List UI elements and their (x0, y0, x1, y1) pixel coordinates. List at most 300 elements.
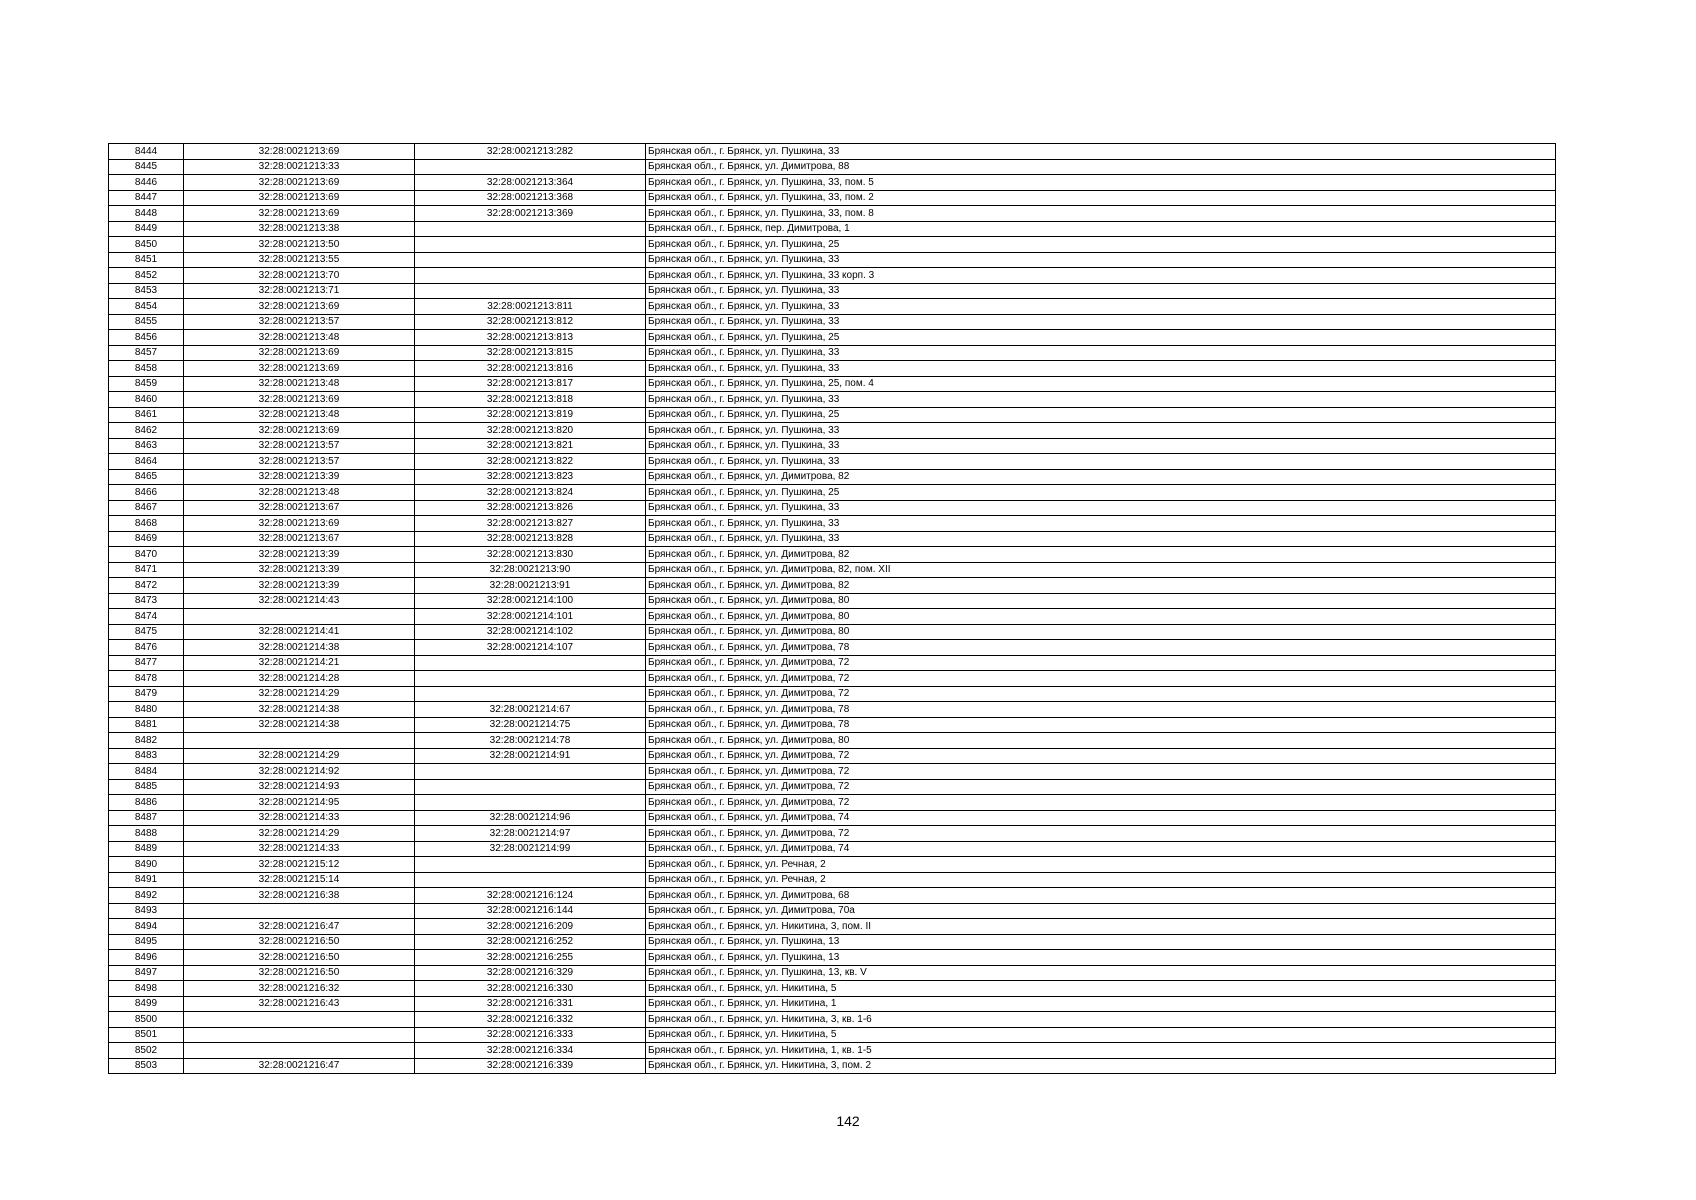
row-number-cell: 8503 (109, 1058, 184, 1074)
quarter-cadastral-cell: 32:28:0021214:41 (184, 624, 415, 640)
table-row (109, 702, 1556, 718)
table-row (109, 438, 1556, 454)
address-cell: Брянская обл., г. Брянск, ул. Пушкина, 13 (646, 934, 1556, 950)
quarter-cadastral-cell: 32:28:0021213:67 (184, 500, 415, 516)
object-cadastral-cell (415, 795, 646, 811)
row-number-cell: 8456 (109, 330, 184, 346)
object-cadastral-cell (415, 671, 646, 687)
quarter-cadastral-cell: 32:28:0021213:39 (184, 578, 415, 594)
object-cadastral-cell: 32:28:0021216:339 (415, 1058, 646, 1074)
address-cell: Брянская обл., г. Брянск, ул. Пушкина, 33 (646, 454, 1556, 470)
table-row (109, 686, 1556, 702)
object-cadastral-cell: 32:28:0021214:100 (415, 593, 646, 609)
address-cell: Брянская обл., г. Брянск, ул. Димитрова, 82 (646, 578, 1556, 594)
object-cadastral-cell (415, 237, 646, 253)
object-cadastral-cell: 32:28:0021216:329 (415, 965, 646, 981)
address-cell: Брянская обл., г. Брянск, ул. Пушкина, 13 (646, 950, 1556, 966)
row-number-cell: 8474 (109, 609, 184, 625)
address-cell: Брянская обл., г. Брянск, ул. Никитина, 3, пом. II (646, 919, 1556, 935)
table-row (109, 221, 1556, 237)
address-cell: Брянская обл., г. Брянск, ул. Димитрова, 80 (646, 624, 1556, 640)
table-row (109, 283, 1556, 299)
quarter-cadastral-cell: 32:28:0021216:32 (184, 981, 415, 997)
table-row (109, 345, 1556, 361)
quarter-cadastral-cell: 32:28:0021214:43 (184, 593, 415, 609)
row-number-cell: 8445 (109, 159, 184, 175)
quarter-cadastral-cell (184, 1027, 415, 1043)
address-cell: Брянская обл., г. Брянск, ул. Пушкина, 13, кв. V (646, 965, 1556, 981)
address-cell: Брянская обл., г. Брянск, ул. Пушкина, 33 (646, 500, 1556, 516)
table-row (109, 516, 1556, 532)
address-cell: Брянская обл., г. Брянск, ул. Пушкина, 33 (646, 438, 1556, 454)
object-cadastral-cell (415, 268, 646, 284)
table-row (109, 950, 1556, 966)
address-cell: Брянская обл., г. Брянск, ул. Никитина, 5 (646, 981, 1556, 997)
quarter-cadastral-cell: 32:28:0021216:47 (184, 919, 415, 935)
object-cadastral-cell: 32:28:0021216:255 (415, 950, 646, 966)
row-number-cell: 8500 (109, 1012, 184, 1028)
table-row (109, 423, 1556, 439)
object-cadastral-cell: 32:28:0021216:209 (415, 919, 646, 935)
quarter-cadastral-cell: 32:28:0021213:55 (184, 252, 415, 268)
row-number-cell: 8446 (109, 175, 184, 191)
address-cell: Брянская обл., г. Брянск, ул. Речная, 2 (646, 857, 1556, 873)
address-cell: Брянская обл., г. Брянск, ул. Димитрова, 80 (646, 593, 1556, 609)
object-cadastral-cell: 32:28:0021213:826 (415, 500, 646, 516)
address-cell: Брянская обл., г. Брянск, ул. Димитрова, 78 (646, 717, 1556, 733)
row-number-cell: 8462 (109, 423, 184, 439)
quarter-cadastral-cell (184, 609, 415, 625)
quarter-cadastral-cell: 32:28:0021215:14 (184, 872, 415, 888)
object-cadastral-cell: 32:28:0021213:364 (415, 175, 646, 191)
quarter-cadastral-cell: 32:28:0021216:50 (184, 965, 415, 981)
object-cadastral-cell (415, 764, 646, 780)
address-cell: Брянская обл., г. Брянск, ул. Пушкина, 25, пом. 4 (646, 376, 1556, 392)
object-cadastral-cell: 32:28:0021213:824 (415, 485, 646, 501)
row-number-cell: 8458 (109, 361, 184, 377)
object-cadastral-cell: 32:28:0021213:817 (415, 376, 646, 392)
quarter-cadastral-cell: 32:28:0021213:48 (184, 376, 415, 392)
quarter-cadastral-cell: 32:28:0021213:70 (184, 268, 415, 284)
object-cadastral-cell: 32:28:0021213:811 (415, 299, 646, 315)
address-cell: Брянская обл., г. Брянск, ул. Димитрова, 74 (646, 810, 1556, 826)
object-cadastral-cell: 32:28:0021216:331 (415, 996, 646, 1012)
address-cell: Брянская обл., г. Брянск, ул. Пушкина, 33 (646, 531, 1556, 547)
row-number-cell: 8497 (109, 965, 184, 981)
table-row (109, 159, 1556, 175)
address-cell: Брянская обл., г. Брянск, ул. Пушкина, 33 (646, 144, 1556, 160)
row-number-cell: 8502 (109, 1043, 184, 1059)
object-cadastral-cell: 32:28:0021213:818 (415, 392, 646, 408)
address-cell: Брянская обл., г. Брянск, ул. Димитрова, 80 (646, 609, 1556, 625)
address-cell: Брянская обл., г. Брянск, ул. Пушкина, 33 корп. 3 (646, 268, 1556, 284)
table-row (109, 454, 1556, 470)
object-cadastral-cell: 32:28:0021214:102 (415, 624, 646, 640)
quarter-cadastral-cell: 32:28:0021213:69 (184, 144, 415, 160)
quarter-cadastral-cell: 32:28:0021216:43 (184, 996, 415, 1012)
address-cell: Брянская обл., г. Брянск, ул. Пушкина, 33 (646, 516, 1556, 532)
address-cell: Брянская обл., г. Брянск, ул. Димитрова, 78 (646, 702, 1556, 718)
table-row (109, 361, 1556, 377)
quarter-cadastral-cell: 32:28:0021213:69 (184, 423, 415, 439)
object-cadastral-cell (415, 686, 646, 702)
table-row (109, 314, 1556, 330)
quarter-cadastral-cell: 32:28:0021213:48 (184, 330, 415, 346)
quarter-cadastral-cell: 32:28:0021213:69 (184, 206, 415, 222)
table-row (109, 392, 1556, 408)
row-number-cell: 8496 (109, 950, 184, 966)
row-number-cell: 8463 (109, 438, 184, 454)
row-number-cell: 8455 (109, 314, 184, 330)
table-row (109, 562, 1556, 578)
row-number-cell: 8484 (109, 764, 184, 780)
table-row (109, 1043, 1556, 1059)
address-cell: Брянская обл., г. Брянск, ул. Никитина, 3, пом. 2 (646, 1058, 1556, 1074)
address-cell: Брянская обл., г. Брянск, ул. Никитина, 5 (646, 1027, 1556, 1043)
table-row (109, 531, 1556, 547)
table-row (109, 578, 1556, 594)
table-row (109, 1027, 1556, 1043)
row-number-cell: 8466 (109, 485, 184, 501)
quarter-cadastral-cell: 32:28:0021213:69 (184, 175, 415, 191)
quarter-cadastral-cell: 32:28:0021213:71 (184, 283, 415, 299)
row-number-cell: 8493 (109, 903, 184, 919)
address-cell: Брянская обл., г. Брянск, ул. Димитрова, 72 (646, 671, 1556, 687)
page-number: 142 (836, 1113, 860, 1129)
object-cadastral-cell: 32:28:0021213:822 (415, 454, 646, 470)
table-row (109, 469, 1556, 485)
table-row (109, 190, 1556, 206)
quarter-cadastral-cell: 32:28:0021216:50 (184, 934, 415, 950)
table-row (109, 609, 1556, 625)
table-row (109, 872, 1556, 888)
row-number-cell: 8452 (109, 268, 184, 284)
object-cadastral-cell (415, 779, 646, 795)
quarter-cadastral-cell: 32:28:0021214:95 (184, 795, 415, 811)
quarter-cadastral-cell: 32:28:0021216:50 (184, 950, 415, 966)
address-cell: Брянская обл., г. Брянск, ул. Димитрова, 72 (646, 748, 1556, 764)
table-row (109, 407, 1556, 423)
address-cell: Брянская обл., г. Брянск, ул. Димитрова, 80 (646, 733, 1556, 749)
object-cadastral-cell: 32:28:0021214:78 (415, 733, 646, 749)
row-number-cell: 8461 (109, 407, 184, 423)
quarter-cadastral-cell: 32:28:0021213:39 (184, 547, 415, 563)
row-number-cell: 8485 (109, 779, 184, 795)
row-number-cell: 8459 (109, 376, 184, 392)
row-number-cell: 8489 (109, 841, 184, 857)
table-row (109, 717, 1556, 733)
table-row (109, 593, 1556, 609)
object-cadastral-cell: 32:28:0021214:97 (415, 826, 646, 842)
row-number-cell: 8453 (109, 283, 184, 299)
address-cell: Брянская обл., г. Брянск, ул. Пушкина, 33 (646, 283, 1556, 299)
address-cell: Брянская обл., г. Брянск, ул. Димитрова, 72 (646, 655, 1556, 671)
object-cadastral-cell (415, 252, 646, 268)
table-row (109, 996, 1556, 1012)
object-cadastral-cell: 32:28:0021213:282 (415, 144, 646, 160)
table-row (109, 671, 1556, 687)
object-cadastral-cell: 32:28:0021214:96 (415, 810, 646, 826)
row-number-cell: 8501 (109, 1027, 184, 1043)
table-row (109, 857, 1556, 873)
object-cadastral-cell: 32:28:0021214:67 (415, 702, 646, 718)
object-cadastral-cell: 32:28:0021214:99 (415, 841, 646, 857)
quarter-cadastral-cell: 32:28:0021213:69 (184, 190, 415, 206)
row-number-cell: 8479 (109, 686, 184, 702)
row-number-cell: 8477 (109, 655, 184, 671)
row-number-cell: 8472 (109, 578, 184, 594)
row-number-cell: 8483 (109, 748, 184, 764)
row-number-cell: 8486 (109, 795, 184, 811)
table-row (109, 547, 1556, 563)
quarter-cadastral-cell: 32:28:0021214:38 (184, 717, 415, 733)
address-cell: Брянская обл., г. Брянск, ул. Димитрова, 72 (646, 686, 1556, 702)
quarter-cadastral-cell: 32:28:0021214:29 (184, 748, 415, 764)
object-cadastral-cell: 32:28:0021216:334 (415, 1043, 646, 1059)
quarter-cadastral-cell: 32:28:0021214:21 (184, 655, 415, 671)
quarter-cadastral-cell: 32:28:0021215:12 (184, 857, 415, 873)
address-cell: Брянская обл., г. Брянск, ул. Димитрова, 82 (646, 469, 1556, 485)
object-cadastral-cell: 32:28:0021216:124 (415, 888, 646, 904)
row-number-cell: 8487 (109, 810, 184, 826)
quarter-cadastral-cell (184, 1012, 415, 1028)
table-row (109, 655, 1556, 671)
table-row (109, 795, 1556, 811)
object-cadastral-cell (415, 872, 646, 888)
quarter-cadastral-cell: 32:28:0021214:28 (184, 671, 415, 687)
row-number-cell: 8471 (109, 562, 184, 578)
row-number-cell: 8495 (109, 934, 184, 950)
object-cadastral-cell: 32:28:0021213:821 (415, 438, 646, 454)
address-cell: Брянская обл., г. Брянск, ул. Пушкина, 33 (646, 299, 1556, 315)
address-cell: Брянская обл., г. Брянск, ул. Пушкина, 33, пом. 5 (646, 175, 1556, 191)
row-number-cell: 8464 (109, 454, 184, 470)
row-number-cell: 8481 (109, 717, 184, 733)
address-cell: Брянская обл., г. Брянск, ул. Пушкина, 33 (646, 345, 1556, 361)
table-row (109, 748, 1556, 764)
quarter-cadastral-cell (184, 733, 415, 749)
address-cell: Брянская обл., г. Брянск, ул. Димитрова, 88 (646, 159, 1556, 175)
object-cadastral-cell: 32:28:0021213:812 (415, 314, 646, 330)
row-number-cell: 8492 (109, 888, 184, 904)
row-number-cell: 8475 (109, 624, 184, 640)
row-number-cell: 8499 (109, 996, 184, 1012)
address-cell: Брянская обл., г. Брянск, ул. Димитрова, 72 (646, 764, 1556, 780)
quarter-cadastral-cell: 32:28:0021213:67 (184, 531, 415, 547)
table-row (109, 919, 1556, 935)
quarter-cadastral-cell: 32:28:0021213:69 (184, 516, 415, 532)
table-row (109, 934, 1556, 950)
table-row (109, 1012, 1556, 1028)
address-cell: Брянская обл., г. Брянск, ул. Речная, 2 (646, 872, 1556, 888)
address-cell: Брянская обл., г. Брянск, ул. Димитрова, 74 (646, 841, 1556, 857)
row-number-cell: 8494 (109, 919, 184, 935)
object-cadastral-cell: 32:28:0021213:813 (415, 330, 646, 346)
table-row (109, 206, 1556, 222)
row-number-cell: 8476 (109, 640, 184, 656)
table-row (109, 733, 1556, 749)
row-number-cell: 8448 (109, 206, 184, 222)
quarter-cadastral-cell: 32:28:0021213:38 (184, 221, 415, 237)
table-row (109, 624, 1556, 640)
row-number-cell: 8450 (109, 237, 184, 253)
row-number-cell: 8467 (109, 500, 184, 516)
object-cadastral-cell: 32:28:0021213:819 (415, 407, 646, 423)
quarter-cadastral-cell: 32:28:0021213:69 (184, 345, 415, 361)
address-cell: Брянская обл., г. Брянск, ул. Димитрова, 82 (646, 547, 1556, 563)
object-cadastral-cell: 32:28:0021213:815 (415, 345, 646, 361)
table-row (109, 640, 1556, 656)
records-table (108, 143, 1556, 1074)
row-number-cell: 8480 (109, 702, 184, 718)
table-row (109, 144, 1556, 160)
address-cell: Брянская обл., г. Брянск, ул. Пушкина, 25 (646, 237, 1556, 253)
object-cadastral-cell: 32:28:0021214:101 (415, 609, 646, 625)
quarter-cadastral-cell: 32:28:0021213:48 (184, 407, 415, 423)
row-number-cell: 8470 (109, 547, 184, 563)
row-number-cell: 8465 (109, 469, 184, 485)
quarter-cadastral-cell (184, 903, 415, 919)
object-cadastral-cell: 32:28:0021214:75 (415, 717, 646, 733)
table-row (109, 252, 1556, 268)
row-number-cell: 8451 (109, 252, 184, 268)
quarter-cadastral-cell: 32:28:0021213:69 (184, 361, 415, 377)
object-cadastral-cell: 32:28:0021213:369 (415, 206, 646, 222)
address-cell: Брянская обл., г. Брянск, ул. Пушкина, 25 (646, 407, 1556, 423)
row-number-cell: 8444 (109, 144, 184, 160)
quarter-cadastral-cell: 32:28:0021214:38 (184, 640, 415, 656)
quarter-cadastral-cell: 32:28:0021213:57 (184, 454, 415, 470)
address-cell: Брянская обл., г. Брянск, ул. Пушкина, 33 (646, 392, 1556, 408)
object-cadastral-cell: 32:28:0021213:823 (415, 469, 646, 485)
table-row (109, 1058, 1556, 1074)
row-number-cell: 8482 (109, 733, 184, 749)
address-cell: Брянская обл., г. Брянск, ул. Пушкина, 25 (646, 330, 1556, 346)
object-cadastral-cell: 32:28:0021213:828 (415, 531, 646, 547)
object-cadastral-cell: 32:28:0021214:107 (415, 640, 646, 656)
row-number-cell: 8460 (109, 392, 184, 408)
object-cadastral-cell (415, 159, 646, 175)
table-row (109, 779, 1556, 795)
object-cadastral-cell (415, 221, 646, 237)
table-row (109, 810, 1556, 826)
row-number-cell: 8473 (109, 593, 184, 609)
address-cell: Брянская обл., г. Брянск, ул. Пушкина, 33, пом. 8 (646, 206, 1556, 222)
table-row (109, 500, 1556, 516)
quarter-cadastral-cell: 32:28:0021214:33 (184, 841, 415, 857)
table-row (109, 330, 1556, 346)
row-number-cell: 8488 (109, 826, 184, 842)
object-cadastral-cell: 32:28:0021216:252 (415, 934, 646, 950)
address-cell: Брянская обл., г. Брянск, ул. Димитрова, 72 (646, 795, 1556, 811)
address-cell: Брянская обл., г. Брянск, ул. Димитрова, 68 (646, 888, 1556, 904)
row-number-cell: 8478 (109, 671, 184, 687)
object-cadastral-cell: 32:28:0021216:333 (415, 1027, 646, 1043)
address-cell: Брянская обл., г. Брянск, ул. Пушкина, 33 (646, 314, 1556, 330)
table-row (109, 175, 1556, 191)
address-cell: Брянская обл., г. Брянск, ул. Димитрова, 72 (646, 826, 1556, 842)
address-cell: Брянская обл., г. Брянск, ул. Димитрова, 78 (646, 640, 1556, 656)
address-cell: Брянская обл., г. Брянск, ул. Пушкина, 33 (646, 361, 1556, 377)
quarter-cadastral-cell: 32:28:0021213:57 (184, 314, 415, 330)
address-cell: Брянская обл., г. Брянск, ул. Пушкина, 33 (646, 252, 1556, 268)
row-number-cell: 8454 (109, 299, 184, 315)
quarter-cadastral-cell: 32:28:0021213:39 (184, 562, 415, 578)
quarter-cadastral-cell: 32:28:0021214:93 (184, 779, 415, 795)
quarter-cadastral-cell: 32:28:0021213:33 (184, 159, 415, 175)
quarter-cadastral-cell: 32:28:0021214:92 (184, 764, 415, 780)
object-cadastral-cell: 32:28:0021213:90 (415, 562, 646, 578)
table-body (109, 144, 1556, 1074)
address-cell: Брянская обл., г. Брянск, ул. Пушкина, 25 (646, 485, 1556, 501)
address-cell: Брянская обл., г. Брянск, ул. Никитина, 1, кв. 1-5 (646, 1043, 1556, 1059)
quarter-cadastral-cell: 32:28:0021216:47 (184, 1058, 415, 1074)
quarter-cadastral-cell: 32:28:0021214:29 (184, 686, 415, 702)
table-row (109, 237, 1556, 253)
address-cell: Брянская обл., г. Брянск, ул. Димитрова, 70а (646, 903, 1556, 919)
table-row (109, 268, 1556, 284)
quarter-cadastral-cell (184, 1043, 415, 1059)
quarter-cadastral-cell: 32:28:0021214:33 (184, 810, 415, 826)
table-row (109, 841, 1556, 857)
object-cadastral-cell: 32:28:0021213:827 (415, 516, 646, 532)
row-number-cell: 8457 (109, 345, 184, 361)
address-cell: Брянская обл., г. Брянск, ул. Пушкина, 33 (646, 423, 1556, 439)
quarter-cadastral-cell: 32:28:0021213:69 (184, 299, 415, 315)
address-cell: Брянская обл., г. Брянск, ул. Никитина, 3, кв. 1-6 (646, 1012, 1556, 1028)
table-row (109, 903, 1556, 919)
table-row (109, 764, 1556, 780)
table-row (109, 981, 1556, 997)
address-cell: Брянская обл., г. Брянск, ул. Димитрова, 72 (646, 779, 1556, 795)
row-number-cell: 8447 (109, 190, 184, 206)
object-cadastral-cell: 32:28:0021216:330 (415, 981, 646, 997)
quarter-cadastral-cell: 32:28:0021214:38 (184, 702, 415, 718)
quarter-cadastral-cell: 32:28:0021213:48 (184, 485, 415, 501)
object-cadastral-cell: 32:28:0021213:816 (415, 361, 646, 377)
row-number-cell: 8468 (109, 516, 184, 532)
quarter-cadastral-cell: 32:28:0021213:57 (184, 438, 415, 454)
row-number-cell: 8490 (109, 857, 184, 873)
quarter-cadastral-cell: 32:28:0021213:39 (184, 469, 415, 485)
object-cadastral-cell (415, 655, 646, 671)
address-cell: Брянская обл., г. Брянск, ул. Никитина, 1 (646, 996, 1556, 1012)
row-number-cell: 8449 (109, 221, 184, 237)
table-row (109, 376, 1556, 392)
object-cadastral-cell: 32:28:0021214:91 (415, 748, 646, 764)
table-row (109, 888, 1556, 904)
row-number-cell: 8469 (109, 531, 184, 547)
object-cadastral-cell (415, 283, 646, 299)
object-cadastral-cell: 32:28:0021216:332 (415, 1012, 646, 1028)
address-cell: Брянская обл., г. Брянск, ул. Пушкина, 33, пом. 2 (646, 190, 1556, 206)
quarter-cadastral-cell: 32:28:0021214:29 (184, 826, 415, 842)
object-cadastral-cell: 32:28:0021213:368 (415, 190, 646, 206)
address-cell: Брянская обл., г. Брянск, пер. Димитрова, 1 (646, 221, 1556, 237)
quarter-cadastral-cell: 32:28:0021213:50 (184, 237, 415, 253)
object-cadastral-cell: 32:28:0021213:820 (415, 423, 646, 439)
object-cadastral-cell: 32:28:0021213:830 (415, 547, 646, 563)
table-row (109, 485, 1556, 501)
object-cadastral-cell: 32:28:0021213:91 (415, 578, 646, 594)
quarter-cadastral-cell: 32:28:0021216:38 (184, 888, 415, 904)
quarter-cadastral-cell: 32:28:0021213:69 (184, 392, 415, 408)
address-cell: Брянская обл., г. Брянск, ул. Димитрова, 82, пом. XII (646, 562, 1556, 578)
row-number-cell: 8498 (109, 981, 184, 997)
table-row (109, 826, 1556, 842)
row-number-cell: 8491 (109, 872, 184, 888)
object-cadastral-cell: 32:28:0021216:144 (415, 903, 646, 919)
